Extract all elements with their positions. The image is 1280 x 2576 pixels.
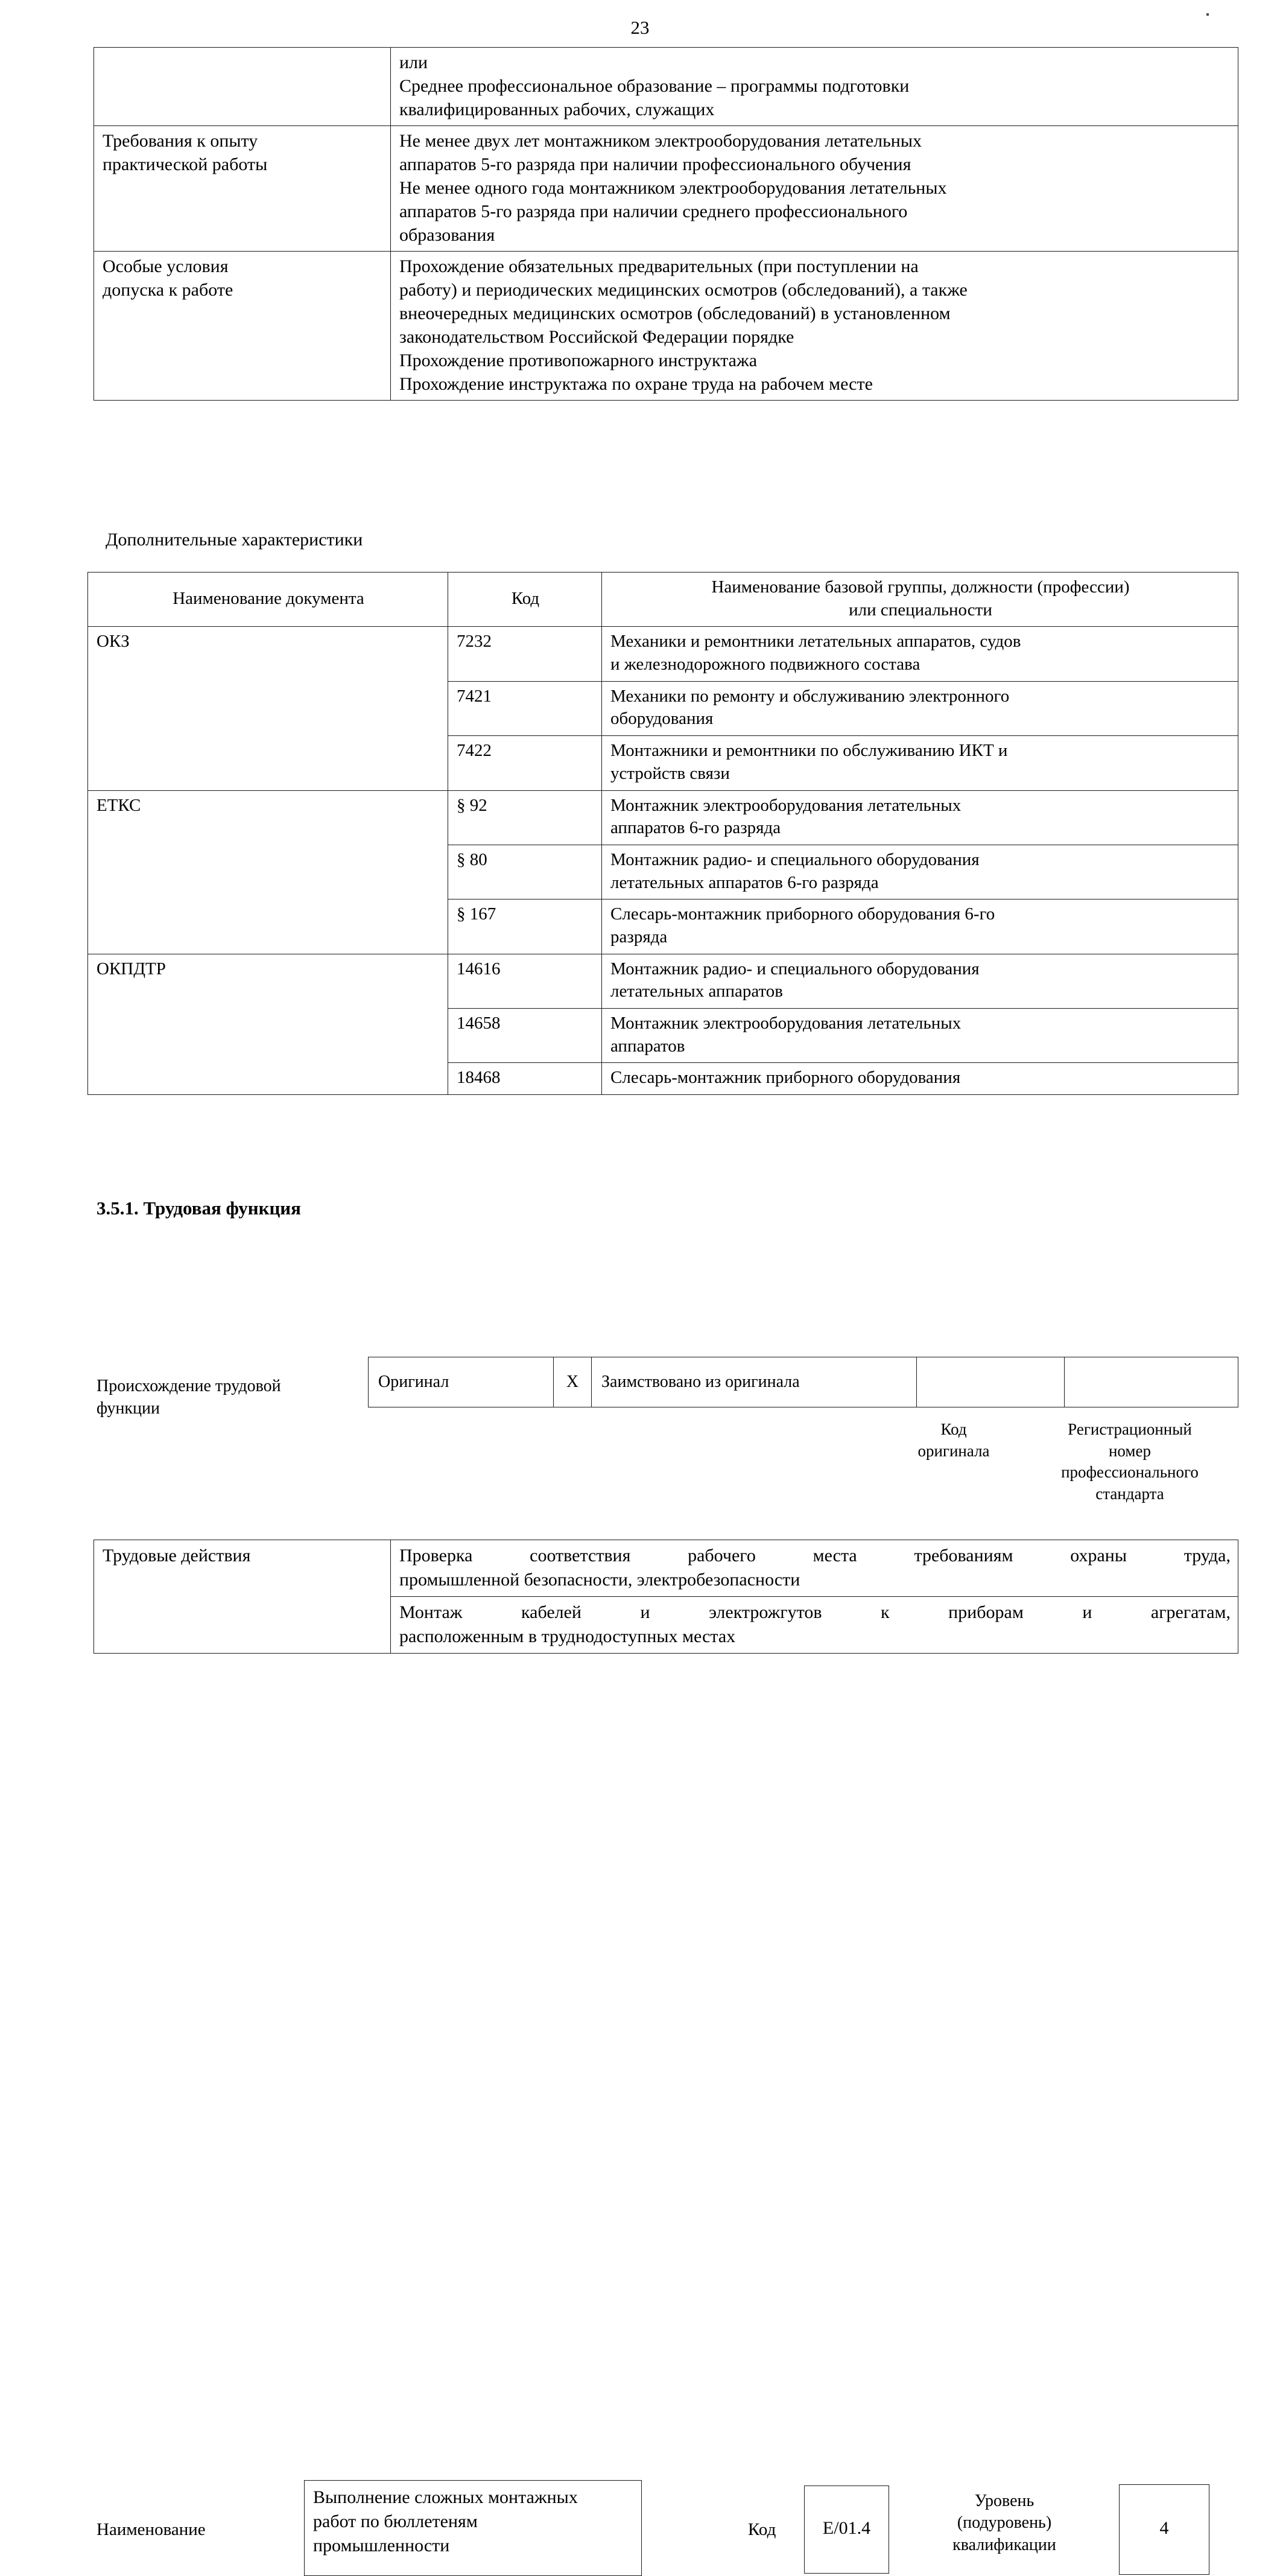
text-line: Код xyxy=(940,1420,967,1438)
text-line: стандарта xyxy=(1095,1484,1164,1503)
group-name-cell xyxy=(602,681,1238,735)
code-cell: 7232 xyxy=(448,627,602,681)
text-line: (подуровень) xyxy=(957,2513,1052,2533)
field-function-name[interactable] xyxy=(304,2480,642,2576)
text-line: Монтажник электрооборудования летательных xyxy=(610,795,962,815)
label-name: Наименование xyxy=(97,2520,206,2539)
text-line: квалификации xyxy=(952,2535,1056,2554)
group-name-cell xyxy=(602,1009,1238,1063)
text-line: работу) и периодических медицинских осмотров (обследований), а также xyxy=(399,280,968,300)
labor-action-cell xyxy=(391,1540,1238,1597)
text-line: Наименование базовой группы, должности (профессии) xyxy=(711,577,1130,597)
code-cell: 14658 xyxy=(448,1009,602,1063)
row-content xyxy=(391,126,1238,252)
caption-additional-characteristics: Дополнительные характеристики xyxy=(106,530,363,550)
scan-artifact-dot xyxy=(1206,13,1209,16)
header-code: Код xyxy=(448,573,602,627)
code-cell: § 92 xyxy=(448,790,602,845)
text-line: Проверка соответствия рабочего места требованиям охраны труда, xyxy=(399,1546,1231,1566)
text-line: Монтажник электрооборудования летательных xyxy=(610,1014,962,1033)
label-borrowed-from-original: Заимствовано из оригинала xyxy=(592,1357,917,1407)
table-header-row xyxy=(88,573,1238,627)
text-line: Слесарь-монтажник приборного оборудования xyxy=(610,1068,961,1088)
text-line: Механики и ремонтники летательных аппаратов, судов xyxy=(610,632,1021,652)
text-line: Прохождение противопожарного инструктажа xyxy=(399,351,758,370)
text-line: Механики по ремонту и обслуживанию электронного xyxy=(610,686,1010,706)
field-function-code[interactable]: Е/01.4 xyxy=(804,2486,889,2574)
text-line: аппаратов 6-го разряда xyxy=(610,818,781,838)
text-line: и железнодорожного подвижного состава xyxy=(610,655,920,674)
group-name-cell xyxy=(602,736,1238,790)
code-cell: 7422 xyxy=(448,736,602,790)
text-line: Среднее профессиональное образование – программы подготовки xyxy=(399,76,910,96)
text-line: внеочередных медицинских осмотров (обследований) в установленном xyxy=(399,303,951,323)
table-row xyxy=(369,1357,1238,1407)
text-line: работ по бюллетеням xyxy=(313,2511,478,2532)
text-line: Регистрационный xyxy=(1068,1420,1192,1438)
header-document-name: Наименование документа xyxy=(88,573,448,627)
document-name-okpdtr: ОКПДТР xyxy=(88,954,448,1094)
group-name-cell xyxy=(602,790,1238,845)
document-name-etks: ЕТКС xyxy=(88,790,448,954)
code-cell: § 167 xyxy=(448,899,602,954)
text-line: оригинала xyxy=(917,1441,990,1460)
text-line: или xyxy=(399,52,428,72)
text-line: оборудования xyxy=(610,709,714,729)
table-row xyxy=(88,954,1238,1008)
text-line: Монтажники и ремонтники по обслуживанию ИКТ и xyxy=(610,741,1008,761)
text-line: аппаратов 5-го разряда при наличии среднего профессионального xyxy=(399,201,908,221)
code-cell: 18468 xyxy=(448,1063,602,1095)
label-function-origin xyxy=(97,1375,338,1420)
code-cell: 14616 xyxy=(448,954,602,1008)
text-line: законодательством Российской Федерации порядке xyxy=(399,327,794,347)
group-name-cell xyxy=(602,1063,1238,1095)
caption-code-original xyxy=(888,1419,1019,1462)
code-cell: 7421 xyxy=(448,681,602,735)
text-line: допуска к работе xyxy=(103,280,233,300)
text-line: Монтаж кабелей и электрожгутов к приборам и агрегатам, xyxy=(399,1602,1231,1623)
table-row xyxy=(88,627,1238,681)
table-requirements xyxy=(93,47,1238,401)
page-number: 23 xyxy=(630,17,650,38)
text-line: Прохождение обязательных предварительных (при поступлении на xyxy=(399,256,919,276)
text-line: профессионального xyxy=(1061,1463,1199,1482)
text-line: Уровень xyxy=(974,2492,1034,2510)
label-labor-actions: Трудовые действия xyxy=(94,1540,391,1654)
header-base-group-name xyxy=(602,573,1238,627)
text-line: Особые условия xyxy=(103,256,229,276)
text-line: Слесарь-монтажник приборного оборудования 6-го xyxy=(610,904,995,924)
text-line: Требования к опыту xyxy=(103,131,258,151)
field-code-original[interactable] xyxy=(917,1357,1065,1407)
label-original: Оригинал xyxy=(369,1357,554,1407)
text-line: или специальности xyxy=(849,600,992,620)
text-line: практической работы xyxy=(103,154,268,174)
row-label-special-conditions xyxy=(94,252,391,401)
text-line: квалифицированных рабочих, служащих xyxy=(399,100,715,119)
text-line: летательных аппаратов 6-го разряда xyxy=(610,872,879,892)
table-function-origin xyxy=(368,1357,1238,1407)
text-line: номер xyxy=(1108,1441,1151,1460)
checkbox-original-mark[interactable]: X xyxy=(554,1357,592,1407)
caption-registration-number xyxy=(1022,1419,1238,1505)
text-line: Монтажник радио- и специального оборудования xyxy=(610,849,980,869)
table-additional-characteristics xyxy=(87,572,1238,1095)
text-line: Происхождение трудовой xyxy=(97,1377,281,1395)
text-line: расположенным в труднодоступных местах xyxy=(399,1626,736,1646)
table-row xyxy=(94,48,1238,126)
code-cell: § 80 xyxy=(448,845,602,899)
row-content xyxy=(391,48,1238,126)
section-heading-labor-function: 3.5.1. Трудовая функция xyxy=(97,1198,301,1219)
text-line: Выполнение сложных монтажных xyxy=(313,2487,578,2507)
group-name-cell xyxy=(602,845,1238,899)
row-label-empty xyxy=(94,48,391,126)
labor-action-cell xyxy=(391,1597,1238,1654)
text-line: Монтажник радио- и специального оборудования xyxy=(610,959,980,979)
text-line: промышленной безопасности, электробезопасности xyxy=(399,1569,800,1590)
text-line: устройств связи xyxy=(610,763,730,783)
row-label-experience xyxy=(94,126,391,252)
row-content xyxy=(391,252,1238,401)
field-registration-number[interactable] xyxy=(1065,1357,1238,1407)
text-line: промышленности xyxy=(313,2536,450,2556)
text-line: образования xyxy=(399,225,495,245)
text-line: аппаратов xyxy=(610,1036,685,1056)
table-row xyxy=(88,790,1238,845)
group-name-cell xyxy=(602,899,1238,954)
table-row xyxy=(94,126,1238,252)
text-line: Не менее одного года монтажником электрооборудования летательных xyxy=(399,178,947,198)
text-line: летательных аппаратов xyxy=(610,982,783,1001)
field-qualification-level[interactable]: 4 xyxy=(1119,2484,1209,2575)
label-code: Код xyxy=(748,2520,776,2539)
text-line: функции xyxy=(97,1398,160,1418)
group-name-cell xyxy=(602,954,1238,1008)
group-name-cell xyxy=(602,627,1238,681)
text-line: Прохождение инструктажа по охране труда на рабочем месте xyxy=(399,374,873,394)
document-name-okz: ОКЗ xyxy=(88,627,448,790)
table-row xyxy=(94,1540,1238,1597)
text-line: разряда xyxy=(610,927,668,947)
text-line: Не менее двух лет монтажником электрооборудования летательных xyxy=(399,131,922,151)
label-qualification-level xyxy=(917,2490,1092,2556)
text-line: аппаратов 5-го разряда при наличии профессионального обучения xyxy=(399,154,911,174)
table-labor-actions xyxy=(93,1540,1238,1654)
table-row xyxy=(94,252,1238,401)
